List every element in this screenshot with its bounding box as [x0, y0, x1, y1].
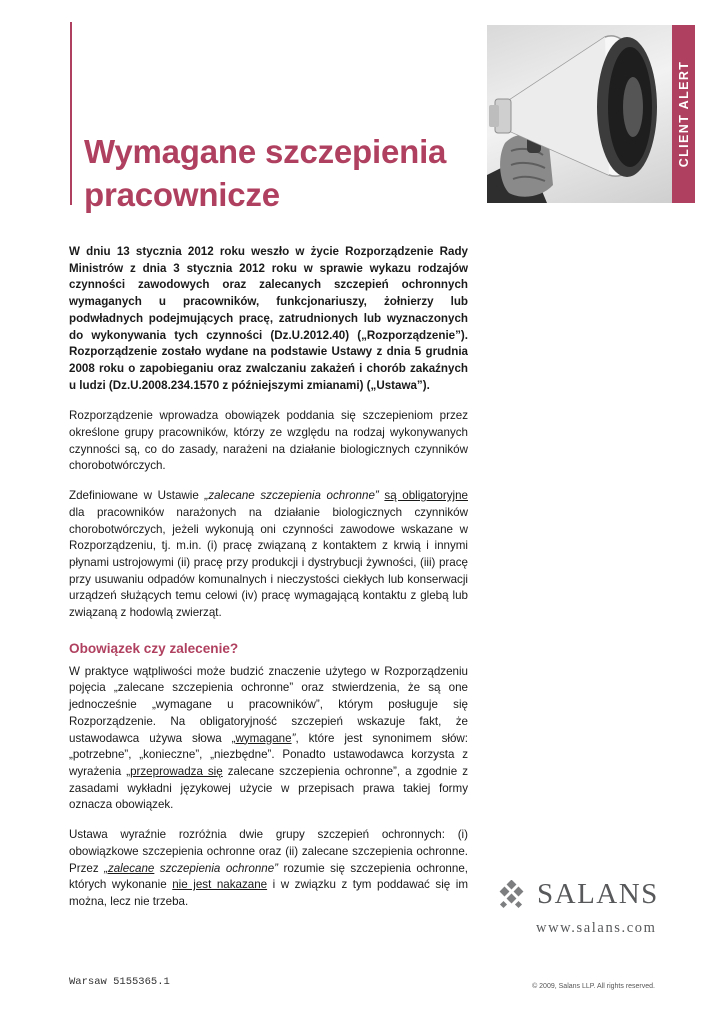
section-heading: Obowiązek czy zalecenie?	[69, 640, 239, 656]
paragraph-2	[69, 488, 468, 622]
p4-text-f: i w związku z tym poddawać się im można, lecz nie trzeba.	[69, 878, 468, 908]
p4-term-rest: szczepienia ochronne”	[154, 861, 279, 875]
p2-underlined-obligatory: są obligatoryjne	[384, 489, 468, 503]
p2-term-italic: „zalecane szczepienia ochronne”	[204, 489, 379, 503]
lead-paragraph: W dniu 13 stycznia 2012 roku weszło w życie Rozporządzenie Rady Ministrów z dnia 3 stycznia 2012 roku w sprawie wykazu rodzajów czynności zawodowych oraz zalecanych szczepień ochronnych wymaganych u pracowników, funkcjonariuszy, żołnierzy lub podwładnych podejmujących pracę, zatrudnionych lub wyznaczonych do wykonywania tych czynności (Dz.U.2012.40) („Rozporządzenie”). Rozporządzenie zostało wydane na podstawie Ustawy z dnia 5 grudnia 2008 roku o zapobieganiu oraz zwalczaniu zakażeń i chorób zakaźnych u ludzi (Dz.U.2008.234.1570 z późniejszymi zmianami) („Ustawa”).	[69, 245, 468, 392]
paragraph-3	[69, 664, 468, 814]
paragraph-4	[69, 827, 468, 911]
p3-text-a: W praktyce wątpliwości może budzić znaczenie użytego w Rozporządzeniu pojęcia „zalecane szczepienia ochronne” oraz stwierdzenia, że są one jednocześnie „wymagane u pracowników”, którym posługuje się Rozporządzenie. Na obligatoryjność szczepień wskazuje fakt, że ustawodawca używa słowa „	[69, 664, 468, 745]
p2-text-e: dla pracowników narażonych na działanie biologicznych czynników chorobotwórczych, jeżeli wykonują oni czynności zawodowe wskazane w Rozporządzeniu, tj. m.in. (i) pracę związaną z kontaktem z krwią i innymi płynami ustrojowymi (ii) pracę przy produkcji i dystrybucji żywności, (iii) pracę przy usuwaniu odpadów komunalnych i nieczystości ciekłych lub konserwacji urządzeń służących temu celowi (iv) pracę wymagającą kontaktu z glebą lub związaną z hodowlą zwierząt.	[69, 505, 468, 620]
logo-url: www.salans.com	[536, 920, 657, 936]
p4-underlined-nie-nakazane: nie jest nakazane	[172, 878, 268, 892]
document-id: Warsaw 5155365.1	[69, 976, 170, 988]
paragraph-1: Rozporządzenie wprowadza obowiązek poddania się szczepieniom przez określone grupy pracowników, którzy ze względu na rodzaj wykonywanych czynności są, co do zasady, narażeni na działanie biologicznych czynników chorobotwórczych.	[69, 409, 468, 473]
page-title: Wymagane szczepienia pracownicze	[84, 133, 447, 213]
p3-underlined-przeprowadza: przeprowadza się	[130, 764, 223, 778]
diamond-cluster-icon	[497, 880, 527, 910]
client-alert-band	[672, 25, 695, 203]
p4-term-zalecane: „zalecane	[104, 861, 155, 875]
salans-logo	[497, 878, 667, 938]
p2-text-a: Zdefiniowane w Ustawie	[69, 489, 205, 503]
p3-quote-close: ”	[291, 731, 296, 745]
megaphone-photo	[487, 25, 672, 203]
article-body	[69, 244, 468, 924]
p4-text-d: rozumie się szczepienia ochronne, których wykonanie	[69, 861, 468, 892]
p3-underlined-wymagane: wymagane	[235, 731, 292, 745]
p3-text-f: zalecane szczepienia ochronne”, a zgodnie z zasadami wykładni językowej użycie w przepisach prawa takiej formy oznacza obowiązek.	[69, 764, 468, 812]
client-alert-label: CLIENT ALERT	[676, 60, 691, 168]
logo-wordmark: SALANS	[537, 878, 659, 910]
copyright-notice: © 2009, Salans LLP. All rights reserved.	[532, 983, 655, 990]
p4-text-a: Ustawa wyraźnie rozróżnia dwie grupy szczepień ochronnych: (i) obowiązkowe szczepienia ochronne oraz (ii) zalecane szczepienia ochronne. Przez	[69, 828, 468, 875]
title-accent-line	[70, 22, 72, 205]
p3-text-d: , które jest synonimem słów: „potrzebne”, „konieczne”, „niezbędne”. Ponadto ustawodawca korzysta z wyrażenia „	[69, 731, 468, 778]
